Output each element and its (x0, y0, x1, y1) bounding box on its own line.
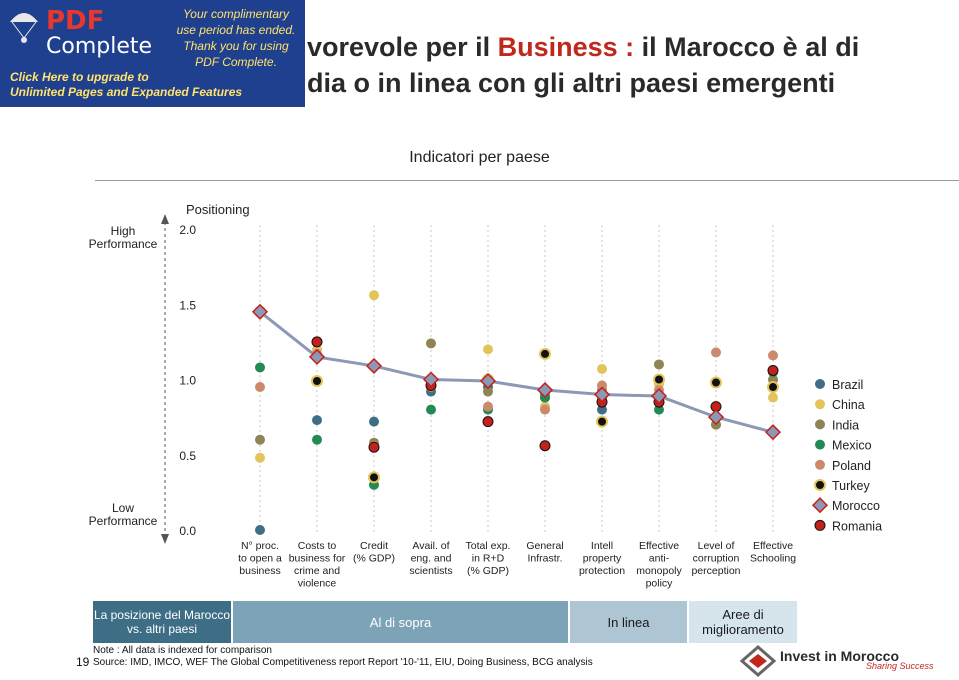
data-point-romania (312, 337, 322, 347)
page-title-line2: dia o in linea con gli altri paesi emergenti (307, 68, 836, 98)
x-tick-label: business for (288, 552, 346, 565)
footer-note: Note : All data is indexed for comparison (93, 645, 272, 656)
data-point-poland (255, 382, 265, 392)
data-point-romania (540, 441, 550, 451)
morocco-series-line (260, 312, 773, 432)
legend-marker-poland (815, 460, 825, 470)
banner-logo-complete: Complete (46, 34, 153, 59)
inline-bar: In linea (570, 601, 687, 643)
invest-in-morocco-logo-icon (740, 645, 776, 677)
data-point-morocco (766, 425, 780, 439)
y-axis-arrowhead-up (161, 214, 169, 224)
x-tick-label: Effective (752, 540, 794, 552)
legend-marker-china (815, 399, 825, 409)
page-title-line1: vorevole per il Business : il Marocco è al di (307, 32, 860, 62)
data-point-china (597, 364, 607, 374)
data-point-mexico (312, 435, 322, 445)
y-tick-label: 1.0 (179, 373, 196, 388)
x-tick-label: perception (691, 565, 741, 577)
x-tick-label: Total exp. (465, 540, 511, 552)
y-tick-label: 1.5 (179, 298, 196, 313)
legend-label-india: India (832, 418, 860, 433)
y-axis-label-low: Low (111, 501, 135, 515)
x-tick-label: Effective (638, 540, 680, 552)
position-label-bar: La posizione del Marocco vs. altri paesi (93, 601, 231, 643)
data-point-brazil (255, 525, 265, 535)
data-point-india (255, 435, 265, 445)
above-bar: Al di sopra (233, 601, 568, 643)
legend-label-turkey: Turkey (832, 479, 870, 493)
footer-source: Source: IMD, IMCO, WEF The Global Competitiveness report Report '10-'11, EIU, Doing Business, BCG analysis (93, 657, 593, 668)
data-point-poland (768, 350, 778, 360)
chart-subtitle: Indicatori per paese (409, 149, 550, 166)
legend-label-morocco: Morocco (832, 499, 880, 514)
data-point-china (768, 393, 778, 403)
data-point-brazil (369, 417, 379, 427)
x-tick-label: Level of (697, 540, 735, 552)
data-point-turkey (654, 375, 664, 385)
legend-marker-india (815, 419, 825, 429)
data-point-india (654, 359, 664, 369)
y-axis-label-low: Performance (88, 514, 158, 528)
legend-marker-romania (815, 520, 825, 530)
brand-tagline: Sharing Success (866, 661, 934, 671)
x-tick-label: violence (297, 577, 337, 590)
data-point-mexico (255, 362, 265, 372)
y-tick-label: 0.5 (179, 448, 196, 463)
banner-logo-pdf: PDF (46, 6, 105, 36)
y-axis-arrowhead-down (161, 534, 169, 544)
x-tick-label: Costs to (297, 540, 337, 552)
y-tick-label: 2.0 (179, 223, 196, 237)
data-point-poland (711, 347, 721, 357)
x-tick-label: (% GDP) (353, 552, 395, 565)
x-tick-label: Infrastr. (527, 552, 563, 565)
data-point-turkey (540, 349, 550, 359)
x-tick-label: General (526, 540, 564, 552)
data-point-romania (369, 442, 379, 452)
y-axis-label-high: Performance (88, 237, 158, 251)
x-tick-label: (% GDP) (467, 565, 509, 577)
y-tick-label: 0.0 (179, 524, 196, 538)
x-tick-label: Intell (590, 540, 614, 552)
upgrade-link[interactable]: Click Here to upgrade to Unlimited Pages and Expanded Features (10, 70, 243, 99)
data-point-china (369, 290, 379, 300)
x-tick-label: scientists (409, 565, 453, 577)
page-number: 19 (76, 655, 90, 669)
x-tick-label: property (582, 552, 622, 565)
data-point-romania (483, 417, 493, 427)
x-tick-label: monopoly (636, 565, 682, 577)
legend-marker-morocco (813, 498, 827, 512)
data-point-brazil (312, 415, 322, 425)
x-tick-label: N° proc. (240, 540, 280, 552)
chart-title: Positioning (186, 202, 250, 217)
data-point-turkey (312, 376, 322, 386)
improvement-bar: Aree di miglioramento (689, 601, 797, 643)
legend-marker-mexico (815, 440, 825, 450)
data-point-turkey (369, 472, 379, 482)
x-tick-label: to open a (238, 552, 282, 565)
data-point-china (255, 453, 265, 463)
data-point-romania (768, 365, 778, 375)
x-tick-label: corruption (692, 552, 740, 565)
legend-label-mexico: Mexico (832, 438, 872, 453)
legend-marker-turkey (815, 480, 825, 490)
x-tick-label: protection (578, 565, 626, 577)
legend-marker-brazil (815, 379, 825, 389)
legend-label-brazil: Brazil (832, 378, 864, 392)
data-point-mexico (426, 405, 436, 415)
x-tick-label: Schooling (749, 552, 797, 565)
data-point-poland (540, 405, 550, 415)
x-tick-label: Avail. of (412, 540, 450, 552)
data-point-turkey (711, 378, 721, 388)
brand-name: Invest in Morocco (780, 648, 900, 664)
x-tick-label: policy (645, 577, 673, 590)
data-point-morocco (367, 359, 381, 373)
data-point-india (426, 338, 436, 348)
legend-label-poland: Poland (832, 458, 871, 473)
banner-promo-text: Your complimentary use period has ended. Thank you for using PDF Complete. (176, 7, 296, 69)
data-point-poland (483, 402, 493, 412)
data-point-turkey (597, 417, 607, 427)
data-point-china (483, 344, 493, 354)
y-axis-label-high: High (110, 224, 136, 238)
x-tick-label: in R+D (471, 552, 505, 565)
data-point-morocco (709, 410, 723, 424)
legend-label-romania: Romania (832, 519, 883, 534)
x-tick-label: anti- (648, 552, 670, 565)
x-tick-label: business (239, 565, 281, 577)
x-tick-label: Credit (359, 540, 389, 552)
legend-label-china: China (832, 398, 865, 413)
x-tick-label: eng. and (410, 552, 452, 565)
data-point-turkey (768, 382, 778, 392)
x-tick-label: crime and (293, 565, 341, 577)
